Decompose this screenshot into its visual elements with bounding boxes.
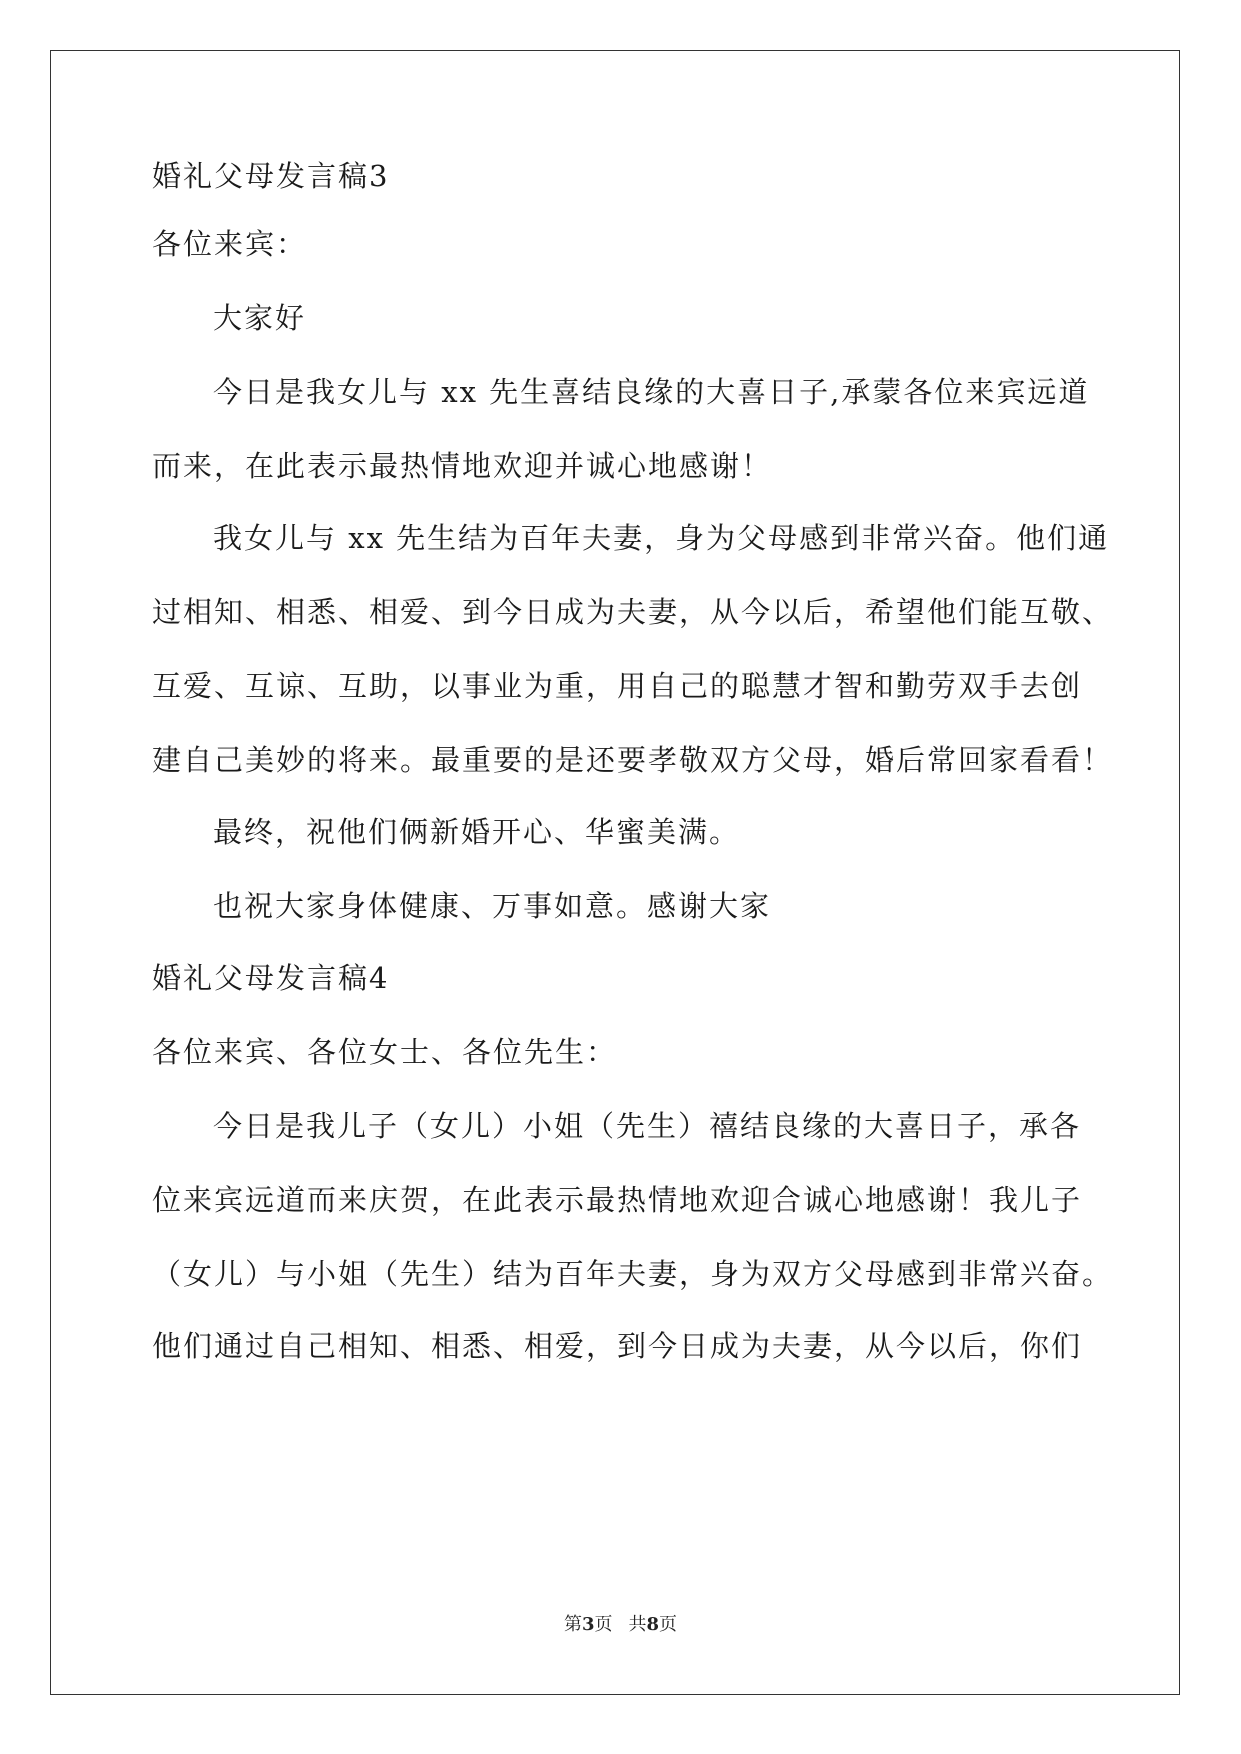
total-suffix: 页 — [659, 1614, 678, 1635]
section-title: 婚礼父母发言稿4 — [152, 961, 390, 995]
paragraph-line: 今日是我儿子（女儿）小姐（先生）禧结良缘的大喜日子，承各 — [213, 1109, 1082, 1143]
paragraph-line: 过相知、相悉、相爱、到今日成为夫妻，从今以后，希望他们能互敬、 — [152, 595, 1114, 629]
paragraph-line: 位来宾远道而来庆贺，在此表示最热情地欢迎合诚心地感谢！我儿子 — [152, 1183, 1083, 1217]
paragraph-line: （女儿）与小姐（先生）结为百年夫妻，身为双方父母感到非常兴奋。 — [152, 1257, 1114, 1291]
paragraph-line: 最终，祝他们俩新婚开心、华蜜美满。 — [213, 815, 741, 849]
page-border — [50, 50, 1180, 1695]
page-footer — [0, 1613, 1241, 1637]
paragraph-line: 而来，在此表示最热情地欢迎并诚心地感谢！ — [152, 449, 773, 483]
paragraph-line: 大家好 — [213, 301, 307, 335]
page-suffix: 页 — [594, 1614, 613, 1635]
paragraph-line: 他们通过自己相知、相悉、相爱，到今日成为夫妻，从今以后，你们 — [152, 1329, 1083, 1363]
paragraph-line: 互爱、互谅、互助，以事业为重，用自己的聪慧才智和勤劳双手去创 — [152, 669, 1083, 703]
page-prefix: 第 — [563, 1614, 582, 1635]
paragraph-line: 也祝大家身体健康、万事如意。感谢大家 — [213, 889, 772, 923]
paragraph-line: 我女儿与 xx 先生结为百年夫妻，身为父母感到非常兴奋。他们通 — [213, 521, 1110, 555]
greeting: 各位来宾： — [152, 227, 308, 261]
section-title: 婚礼父母发言稿3 — [152, 159, 390, 193]
paragraph-line: 建自己美妙的将来。最重要的是还要孝敬双方父母，婚后常回家看看！ — [152, 743, 1114, 777]
greeting: 各位来宾、各位女士、各位先生： — [152, 1035, 618, 1069]
page-number: 3 — [581, 1614, 595, 1635]
total-prefix: 共 — [628, 1614, 647, 1635]
total-pages: 8 — [646, 1614, 660, 1635]
paragraph-line: 今日是我女儿与 xx 先生喜结良缘的大喜日子,承蒙各位来宾远道 — [213, 375, 1090, 409]
